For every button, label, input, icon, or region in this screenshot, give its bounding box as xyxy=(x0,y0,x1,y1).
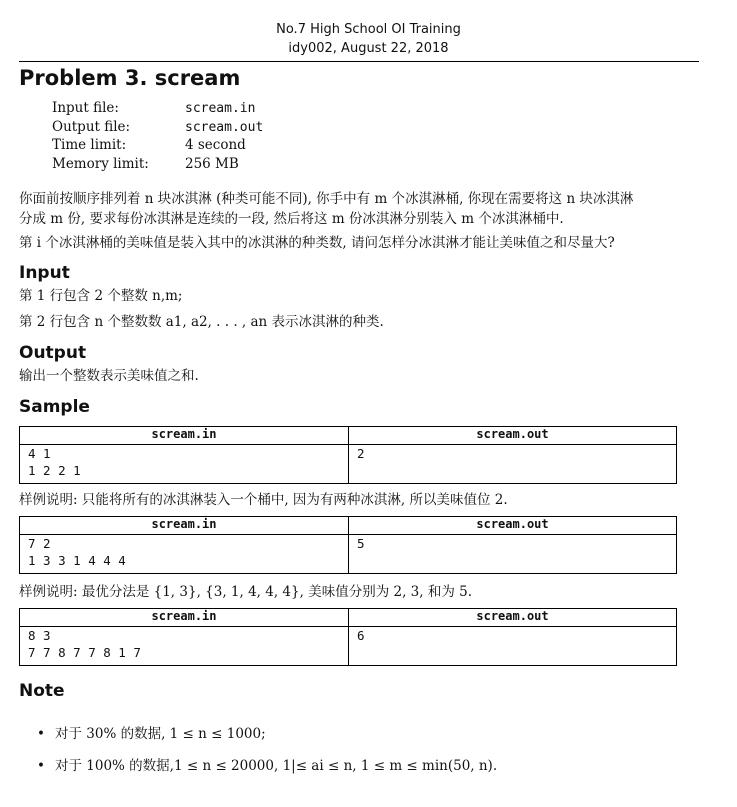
sample-in-cell xyxy=(20,627,349,666)
sample-in-line: 4 1 xyxy=(28,446,51,461)
header-line-2: idy002, August 22, 2018 xyxy=(288,41,449,56)
statement-line: 分成 m 份, 要求每份冰淇淋是连续的一段, 然后将这 m 份冰淇淋分别装入 m 个冰淇淋桶中. xyxy=(19,211,564,227)
limit-input-file xyxy=(52,100,263,119)
sample-in-cell xyxy=(20,535,349,574)
limit-memory xyxy=(52,156,263,175)
limit-key: Input file: xyxy=(52,100,119,116)
input-heading: Input xyxy=(19,263,70,283)
bullet-icon: • xyxy=(37,726,45,742)
input-line-1: 第 1 行包含 2 个整数 n,m; xyxy=(19,288,183,304)
note-item-2 xyxy=(37,754,497,774)
bullet-icon: • xyxy=(37,758,45,774)
sample-col-out: scream.out xyxy=(349,517,677,535)
sample-col-in: scream.in xyxy=(20,517,349,535)
output-heading: Output xyxy=(19,343,87,363)
sample-in-line: 7 7 8 7 7 8 1 7 xyxy=(28,645,141,660)
sample-table-3 xyxy=(19,608,677,666)
sample-out-cell xyxy=(349,627,677,666)
statement-line: 你面前按顺序排列着 n 块冰淇淋 (种类可能不同), 你手中有 m 个冰淇淋桶, 你现在需要将这 n 块冰淇淋 xyxy=(19,191,634,207)
sample-out-line: 6 xyxy=(357,628,365,643)
note-heading: Note xyxy=(19,681,65,701)
sample-explain-2: 样例说明: 最优分法是 {1, 3}, {3, 1, 4, 4, 4}, 美味值分别为 2, 3, 和为 5. xyxy=(19,584,472,600)
sample-in-line: 7 2 xyxy=(28,536,51,551)
sample-in-line: 1 3 3 1 4 4 4 xyxy=(28,553,126,568)
statement-paragraph-1 xyxy=(19,189,709,229)
limit-key: Output file: xyxy=(52,118,131,135)
note-text: 对于 100% 的数据,1 ≤ n ≤ 20000, 1|≤ ai ≤ n, 1 ≤ m ≤ min(50, n). xyxy=(55,758,498,774)
sample-table-1 xyxy=(19,426,677,484)
limit-output-file xyxy=(52,119,263,138)
output-line-1: 输出一个整数表示美味值之和. xyxy=(19,368,199,384)
sample-explain-1: 样例说明: 只能将所有的冰淇淋装入一个桶中, 因为有两种冰淇淋, 所以美味值位 2. xyxy=(19,492,508,508)
sample-in-cell xyxy=(20,445,349,484)
limit-time xyxy=(52,137,263,156)
sample-table-2 xyxy=(19,516,677,574)
sample-heading: Sample xyxy=(19,397,90,417)
limit-key: Memory limit: xyxy=(52,155,149,172)
header-rule xyxy=(19,61,699,62)
sample-in-line: 8 3 xyxy=(28,628,51,643)
sample-out-cell xyxy=(349,535,677,574)
limit-value: scream.out xyxy=(185,119,264,135)
note-item-1 xyxy=(37,722,266,742)
note-text: 对于 30% 的数据, 1 ≤ n ≤ 1000; xyxy=(55,726,266,742)
limit-value: 4 second xyxy=(185,137,246,153)
sample-out-line: 5 xyxy=(357,536,365,551)
limit-key: Time limit: xyxy=(52,137,127,153)
sample-col-in: scream.in xyxy=(20,609,349,627)
limit-value: 256 MB xyxy=(185,155,239,172)
sample-col-out: scream.out xyxy=(349,609,677,627)
input-line-2: 第 2 行包含 n 个整数数 a1, a2, . . . , an 表示冰淇淋的种类. xyxy=(19,314,384,330)
limit-value: scream.in xyxy=(185,101,256,116)
sample-col-in: scream.in xyxy=(20,427,349,445)
statement-paragraph-2: 第 i 个冰淇淋桶的美味值是装入其中的冰淇淋的种类数, 请问怎样分冰淇淋才能让美味值之和尽量大? xyxy=(19,235,615,251)
limits-block xyxy=(52,100,263,174)
sample-in-line: 1 2 2 1 xyxy=(28,463,81,478)
sample-out-cell xyxy=(349,445,677,484)
problem-title: Problem 3. scream xyxy=(19,66,241,90)
sample-col-out: scream.out xyxy=(349,427,677,445)
sample-out-line: 2 xyxy=(357,446,365,461)
header-line-1: No.7 High School OI Training xyxy=(276,22,461,37)
